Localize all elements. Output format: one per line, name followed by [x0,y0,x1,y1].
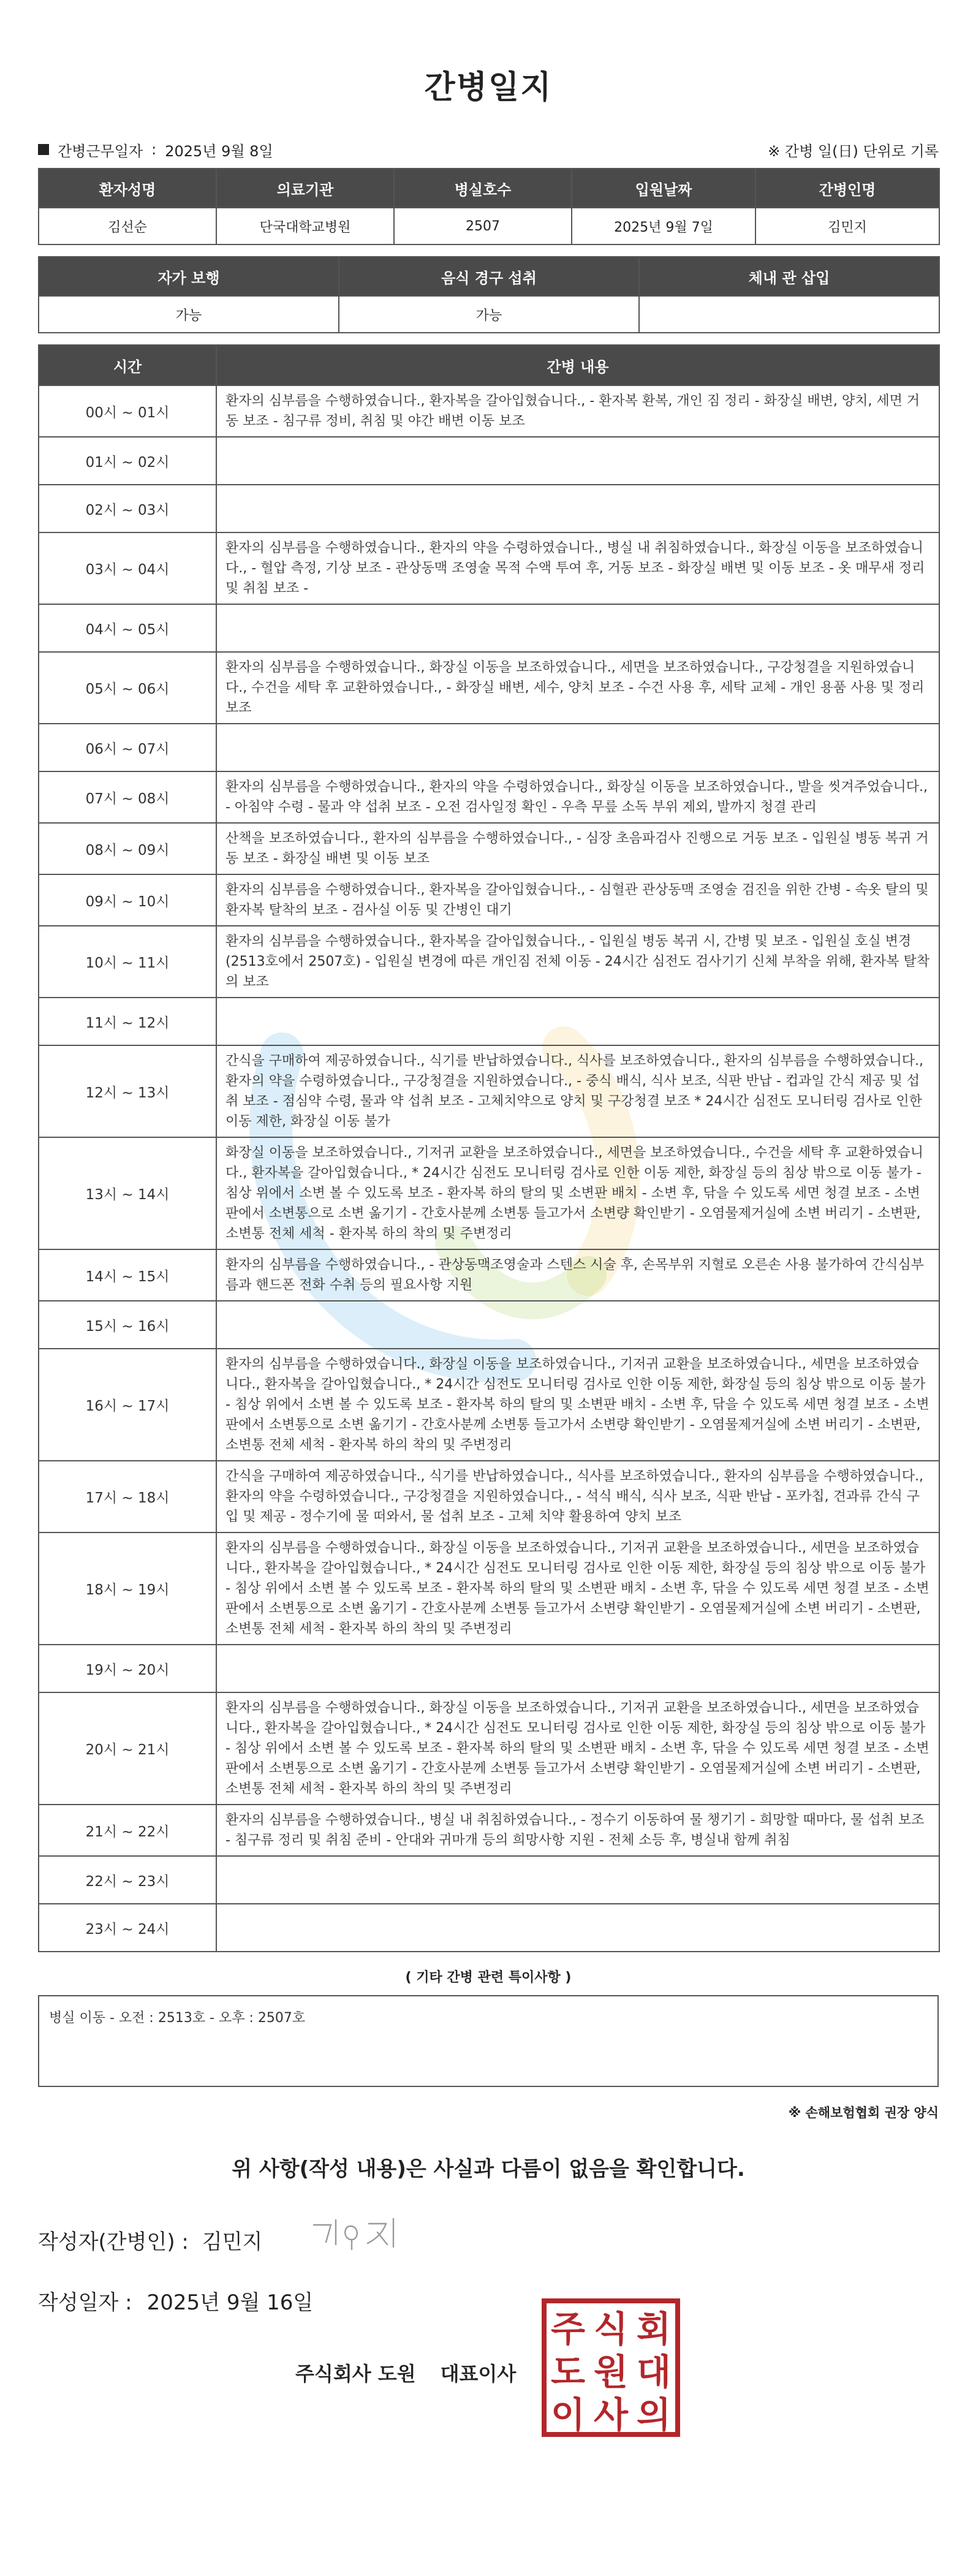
care-content-cell: 환자의 심부름을 수행하였습니다., 화장실 이동을 보조하였습니다., 기저귀 교환을 보조하였습니다., 세면을 보조하였습니다., 환자복을 갈아입혔습니다., * 24시간 심전도 모니터링 검사로 인한 이동 제한, 화장실 등의 침상 밖으로 이동 불가 - 침상 위에서 소변 볼 수 있도록 보조 - 환자복 하의 탈의 및 소변판 배치 - 소변 후, 닦을 수 있도록 세면 청결 보조 - 소변판에서 소변통으로 소변 옮기기 - 간호사분께 소변통 들고가서 소변량 확인받기 - 오염물제거실에 소변 버리기 - 소변판, 소변통 전체 세척 - 환자복 하의 착의 및 주변정리 [216,1532,939,1645]
header-time: 시간 [39,345,216,385]
care-log-row [39,1805,939,1856]
work-date-sep: : [151,141,157,158]
patient-name: 김선순 [39,208,216,244]
svg-text:도: 도 [550,2351,586,2393]
header-patient-name: 환자성명 [39,169,216,208]
care-log-row [39,1301,939,1349]
care-log-row [39,604,939,652]
svg-text:이: 이 [550,2394,586,2436]
writer-row [38,2225,939,2255]
writer-name: 김민지 [202,2230,263,2254]
care-log-row [39,652,939,724]
care-time-cell: 06시 ~ 07시 [39,724,216,771]
header-caregiver: 간병인명 [755,169,939,208]
care-time-cell: 22시 ~ 23시 [39,1856,216,1904]
care-time-cell: 03시 ~ 04시 [39,532,216,604]
care-time-cell: 04시 ~ 05시 [39,604,216,652]
other-notes-title: ( 기타 간병 관련 특이사항 ) [405,1970,572,1985]
header-hospital: 의료기관 [216,169,394,208]
svg-text:원: 원 [593,2351,629,2393]
care-time-cell: 23시 ~ 24시 [39,1904,216,1952]
care-time-cell: 05시 ~ 06시 [39,652,216,724]
care-content-cell: 환자의 심부름을 수행하였습니다., 환자복을 갈아입혔습니다., - 환자복 환복, 개인 짐 정리 - 화장실 배변, 양치, 세면 거동 보조 - 침구류 정비, 취침 및 야간 배변 이동 보조 [216,385,939,437]
care-time-cell: 13시 ~ 14시 [39,1137,216,1249]
care-content-cell [216,437,939,485]
svg-text:식: 식 [593,2308,629,2350]
care-content-cell: 환자의 심부름을 수행하였습니다., 환자복을 갈아입혔습니다., - 심혈관 관상동맥 조영술 검진을 위한 간병 - 속옷 탈의 및 환자복 탈착의 보조 - 검사실 이동 및 간병인 대기 [216,874,939,926]
care-log-row [39,1249,939,1301]
unit-note: ※ 간병 일(日) 단위로 기록 [768,142,939,160]
care-time-cell: 10시 ~ 11시 [39,926,216,998]
header-admission-date: 입원날짜 [572,169,755,208]
care-time-cell: 19시 ~ 20시 [39,1645,216,1692]
caregiver-name: 김민지 [755,208,939,244]
care-log-row [39,485,939,532]
care-content-cell: 산책을 보조하였습니다., 환자의 심부름을 수행하였습니다., - 심장 초음파검사 진행으로 거동 보조 - 입원실 병동 복귀 거동 보조 - 화장실 배변 및 이동 보조 [216,823,939,874]
care-content-cell: 환자의 심부름을 수행하였습니다., 환자의 약을 수령하였습니다., 병실 내 취침하였습니다., 화장실 이동을 보조하였습니다., - 혈압 측정, 기상 보조 - 관상동맥 조영술 목적 수액 투여 후, 거동 보조 - 화장실 배변 및 이동 보조 - 옷 매무새 정리 및 취침 보조 - [216,532,939,604]
svg-text:의: 의 [636,2394,672,2436]
care-content-cell [216,1645,939,1692]
care-log-row [39,1645,939,1692]
care-time-cell: 17시 ~ 18시 [39,1461,216,1532]
care-content-cell [216,1856,939,1904]
header-care-content: 간병 내용 [216,345,939,385]
svg-text:주: 주 [550,2308,586,2350]
date-row [38,2286,939,2316]
care-log-row [39,1137,939,1249]
care-time-cell: 02시 ~ 03시 [39,485,216,532]
care-time-cell: 11시 ~ 12시 [39,998,216,1045]
care-content-cell [216,1301,939,1349]
care-log-row [39,1349,939,1461]
care-content-cell [216,1904,939,1952]
hospital-name: 단국대학교병원 [216,208,394,244]
care-content-cell: 환자의 심부름을 수행하였습니다., 환자의 약을 수령하였습니다., 화장실 이동을 보조하였습니다., 발을 씻겨주었습니다., - 아침약 수령 - 물과 약 섭취 보조 - 오전 검사일정 확인 - 우측 무릎 소독 부위 제외, 발까지 청결 관리 [216,771,939,823]
header-oral-intake: 음식 경구 섭취 [339,257,639,296]
svg-text:대: 대 [636,2351,672,2393]
care-content-cell: 환자의 심부름을 수행하였습니다., 병실 내 취침하였습니다., - 정수기 이동하여 물 챙기기 - 희망할 때마다, 물 섭취 보조 - 침구류 정리 및 취침 준비 - 안대와 귀마개 등의 희망사항 지원 - 전체 소등 후, 병실내 함께 취침 [216,1805,939,1856]
care-log-row [39,1692,939,1805]
company-seal-stamp [540,2297,681,2438]
company-name: 주식회사 도원 [295,2362,416,2385]
care-content-cell: 환자의 심부름을 수행하였습니다., 화장실 이동을 보조하였습니다., 세면을 보조하였습니다., 구강청결을 지원하였습니다., 수건을 세탁 후 교환하였습니다., - 화장실 배변, 세수, 양치 보조 - 수건 사용 후, 세탁 교체 - 개인 용품 사용 및 정리 보조 [216,652,939,724]
care-content-cell: 환자의 심부름을 수행하였습니다., 화장실 이동을 보조하였습니다., 기저귀 교환을 보조하였습니다., 세면을 보조하였습니다., 환자복을 갈아입혔습니다., * 24시간 심전도 모니터링 검사로 인한 이동 제한, 화장실 등의 침상 밖으로 이동 불가 - 침상 위에서 소변 볼 수 있도록 보조 - 환자복 하의 탈의 및 소변판 배치 - 소변 후, 닦을 수 있도록 세면 청결 보조 - 소변판에서 소변통으로 소변 옮기기 - 간호사분께 소변통 들고가서 소변량 확인받기 - 오염물제거실에 소변 버리기 - 소변판, 소변통 전체 세척 - 환자복 하의 착의 및 주변정리 [216,1349,939,1461]
care-content-cell: 환자의 심부름을 수행하였습니다., 화장실 이동을 보조하였습니다., 기저귀 교환을 보조하였습니다., 세면을 보조하였습니다., 환자복을 갈아입혔습니다., * 24시간 심전도 모니터링 검사로 인한 이동 제한, 화장실 등의 침상 밖으로 이동 불가 - 침상 위에서 소변 볼 수 있도록 보조 - 환자복 하의 탈의 및 소변판 배치 - 소변 후, 닦을 수 있도록 세면 청결 보조 - 소변판에서 소변통으로 소변 옮기기 - 간호사분께 소변통 들고가서 소변량 확인받기 - 오염물제거실에 소변 버리기 - 소변판, 소변통 전체 세척 - 환자복 하의 착의 및 주변정리 [216,1692,939,1805]
care-content-cell: 환자의 심부름을 수행하였습니다., 환자복을 갈아입혔습니다., - 입원실 병동 복귀 시, 간병 및 보조 - 입원실 호실 변경 (2513호에서 2507호) - 입원실 변경에 따른 개인짐 전체 이동 - 24시간 심전도 검사기기 신체 부착을 위해, 환자복 탈착의 보조 [216,926,939,998]
admission-date: 2025년 9월 7일 [572,208,755,244]
header-tube: 체내 관 삽입 [639,257,939,296]
care-log-row [39,1904,939,1952]
care-log-row [39,1532,939,1645]
care-content-cell: 간식을 구매하여 제공하였습니다., 식기를 반납하였습니다., 식사를 보조하였습니다., 환자의 심부름을 수행하였습니다., 환자의 약을 수령하였습니다., 구강청결을 지원하였습니다., - 석식 배식, 식사 보조, 식판 반납 - 포카칩, 견과류 간식 구입 및 제공 - 정수기에 물 떠와서, 물 섭취 보조 - 고체 치약 활용하여 양치 보조 [216,1461,939,1532]
care-content-cell [216,998,939,1045]
care-log-table [38,344,940,1952]
care-time-cell: 18시 ~ 19시 [39,1532,216,1645]
care-time-cell: 09시 ~ 10시 [39,874,216,926]
care-time-cell: 08시 ~ 09시 [39,823,216,874]
care-content-cell: 환자의 심부름을 수행하였습니다., - 관상동맥조영술과 스텐스 시술 후, 손목부위 지혈로 오른손 사용 불가하여 간식심부름과 핸드폰 전화 수취 등의 필요사항 지원 [216,1249,939,1301]
care-time-cell: 21시 ~ 22시 [39,1805,216,1856]
svg-text:사: 사 [593,2394,629,2436]
care-log-row [39,437,939,485]
header-room: 병실호수 [394,169,572,208]
care-log-row [39,998,939,1045]
work-date-value: 2025년 9월 8일 [165,142,273,160]
patient-info-table [38,168,940,245]
care-time-cell: 16시 ~ 17시 [39,1349,216,1461]
patient-status-table [38,256,940,333]
date-label: 작성일자 : [38,2290,132,2315]
confirmation-statement: 위 사항(작성 내용)은 사실과 다름이 없음을 확인합니다. [232,2157,745,2181]
care-content-cell [216,724,939,771]
care-content-cell [216,604,939,652]
date-value: 2025년 9월 16일 [146,2290,314,2315]
handwritten-signature [308,2213,406,2256]
care-time-cell: 00시 ~ 01시 [39,385,216,437]
care-time-cell: 14시 ~ 15시 [39,1249,216,1301]
other-notes-box [38,1995,939,2087]
square-bullet-icon [38,144,49,155]
care-log-row [39,771,939,823]
company-title: 대표이사 [440,2362,517,2385]
source-note: ※ 손해보험협회 권장 양식 [788,2105,939,2120]
tube-value [639,296,939,333]
meta-row [38,138,939,161]
care-log-row [39,385,939,437]
care-time-cell: 20시 ~ 21시 [39,1692,216,1805]
page-title: 간병일지 [424,69,553,106]
room-number: 2507 [394,208,572,244]
care-log-row [39,532,939,604]
oral-intake-value: 가능 [339,296,639,333]
care-log-row [39,874,939,926]
care-content-cell [216,485,939,532]
care-time-cell: 15시 ~ 16시 [39,1301,216,1349]
care-log-row [39,1856,939,1904]
care-time-cell: 07시 ~ 08시 [39,771,216,823]
header-walking: 자가 보행 [39,257,339,296]
work-date-label: 간병근무일자 [58,142,143,160]
company-block [295,2358,516,2387]
care-time-cell: 12시 ~ 13시 [39,1045,216,1137]
care-log-row [39,926,939,998]
care-time-cell: 01시 ~ 02시 [39,437,216,485]
svg-text:회: 회 [636,2308,672,2350]
care-log-row [39,724,939,771]
company-row [38,2308,939,2469]
care-log-row [39,823,939,874]
care-content-cell: 화장실 이동을 보조하였습니다., 기저귀 교환을 보조하였습니다., 세면을 보조하였습니다., 수건을 세탁 후 교환하였습니다., 환자복을 갈아입혔습니다., * 24시간 심전도 모니터링 검사로 인한 이동 제한, 화장실 등의 침상 밖으로 이동 불가 - 침상 위에서 소변 볼 수 있도록 보조 - 환자복 하의 탈의 및 소변판 배치 - 소변 후, 닦을 수 있도록 세면 청결 보조 - 소변판에서 소변통으로 소변 옮기기 - 간호사분께 소변통 들고가서 소변량 확인받기 - 오염물제거실에 소변 버리기 - 소변판, 소변통 전체 세척 - 환자복 하의 착의 및 주변정리 [216,1137,939,1249]
care-log-row [39,1045,939,1137]
other-notes-content: 병실 이동 - 오전 : 2513호 - 오후 : 2507호 [49,2010,306,2026]
walking-value: 가능 [39,296,339,333]
care-content-cell: 간식을 구매하여 제공하였습니다., 식기를 반납하였습니다., 식사를 보조하였습니다., 환자의 심부름을 수행하였습니다., 환자의 약을 수령하였습니다., 구강청결을 지원하였습니다., - 중식 배식, 식사 보조, 식판 반납 - 컵과일 간식 제공 및 섭취 보조 - 점심약 수령, 물과 약 섭취 보조 - 고체치약으로 양치 및 구강청결 보조 * 24시간 심전도 모니터링 검사로 인한 이동 제한, 화장실 이동 불가 [216,1045,939,1137]
care-log-body [39,385,939,1952]
writer-label: 작성자(간병인) : [38,2230,189,2254]
care-log-row [39,1461,939,1532]
